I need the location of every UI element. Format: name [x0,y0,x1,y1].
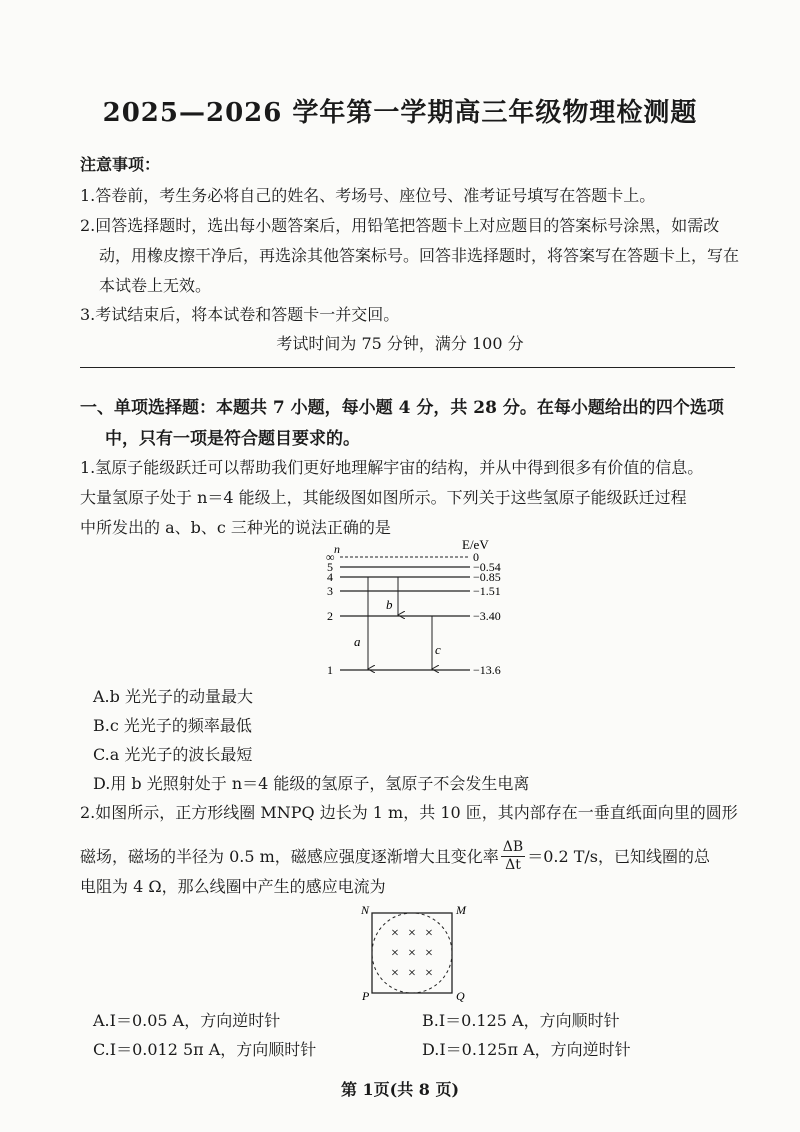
field-mark: × [408,966,416,981]
level-n-1: 1 [327,663,333,677]
corner-q-label: Q [456,989,465,1002]
field-mark: × [425,946,433,961]
field-mark: × [391,966,399,981]
corner-m-label: M [456,903,466,917]
q1-option-d: D.用 b 光照射处于 n＝4 能级的氢原子，氢原子不会发生电离 [93,774,530,793]
rate-fraction [501,839,525,874]
notice-heading: 注意事项： [80,155,161,174]
q2-option-c: C.I＝0.012 5π A，方向顺时针 [93,1040,317,1059]
q2-stem-line-2-post: ＝0.2 T/s，已知线圈的总 [527,846,711,866]
q2-option-d: D.I＝0.125π A，方向逆时针 [422,1040,631,1059]
q1-option-c: C.a 光光子的波长最短 [93,745,253,764]
notice-item-2: 2.回答选择题时，选出每小题答案后，用铅笔把答题卡上对应题目的答案标号涂黑，如需改 [80,216,720,235]
level-n-inf: ∞ [326,550,335,564]
q1-stem-line-3: 中所发出的 a、b、c 三种光的说法正确的是 [80,518,391,537]
n-axis-label: n [334,542,340,556]
level-n-3: 3 [327,584,333,598]
page-footer: 第 1页(共 8 页) [340,1080,460,1099]
q1-stem-line-2: 大量氢原子处于 n＝4 能级上，其能级图如图所示。下列关于这些氢原子能级跃迁过程 [80,488,687,507]
level-e-3: −1.51 [473,584,501,598]
level-n-4: 4 [327,570,333,584]
q1-option-b: B.c 光光子的频率最低 [93,716,252,735]
notice-item-3: 3.考试结束后，将本试卷和答题卡一并交回。 [80,305,400,324]
field-mark: × [425,966,433,981]
level-n-5: 5 [327,560,333,574]
notice-item-2-cont: 动，用橡皮擦干净后，再选涂其他答案标号。回答非选择题时，将答案写在答题卡上，写在 [99,246,740,265]
exam-title: 2025—2026 学年第一学期高三年级物理检测题 [102,98,698,128]
q2-option-a: A.I＝0.05 A，方向逆时针 [93,1011,281,1030]
q2-stem-line-2-pre: 磁场，磁场的半径为 0.5 m，磁感应强度逐渐增大且变化率 [80,846,499,866]
q2-stem-line-1: 2.如图所示，正方形线圈 MNPQ 边长为 1 m，共 10 匝，其内部存在一垂直纸面向里的圆形 [80,803,738,822]
level-e-1: −13.6 [473,663,501,677]
q2-option-b: B.I＝0.125 A，方向顺时针 [422,1011,620,1030]
q1-stem-line-1: 1.氢原子能级跃迁可以帮助我们更好地理解宇宙的结构，并从中得到很多有价值的信息。 [80,458,704,477]
level-n-2: 2 [327,609,333,623]
q1-option-a: A.b 光光子的动量最大 [93,687,253,706]
divider [80,367,735,368]
q2-stem-line-3: 电阻为 4 Ω，那么线圈中产生的感应电流为 [80,877,386,896]
field-mark: × [425,926,433,941]
field-mark: × [408,946,416,961]
field-mark: × [391,926,399,941]
coil-field-diagram [355,902,475,1002]
field-mark: × [391,946,399,961]
level-e-inf: 0 [473,550,479,564]
energy-axis-label: E/eV [462,537,489,552]
transition-a-label: a [354,634,361,649]
level-e-4: −0.85 [473,570,501,584]
transition-b-label: b [386,597,393,612]
corner-p-label: P [362,989,370,1002]
fraction-denominator: Δt [505,857,521,873]
q2-stem-line-2 [80,839,710,874]
fraction-numerator: ΔB [502,839,524,855]
corner-n-label: N [361,903,370,917]
notice-item-1: 1.答卷前，考生务必将自己的姓名、考场号、座位号、准考证号填写在答题卡上。 [80,186,656,205]
level-e-5: −0.54 [473,560,501,574]
transition-c-label: c [435,642,441,657]
notice-item-2-cont2: 本试卷上无效。 [99,276,212,295]
energy-level-diagram [320,532,530,682]
section-heading: 一、单项选择题：本题共 7 小题，每小题 4 分，共 28 分。在每小题给出的四个选项 [80,398,724,418]
level-e-2: −3.40 [473,609,501,623]
field-mark: × [408,926,416,941]
section-heading-cont: 中，只有一项是符合题目要求的。 [105,429,360,449]
exam-time-note: 考试时间为 75 分钟，满分 100 分 [276,334,524,353]
